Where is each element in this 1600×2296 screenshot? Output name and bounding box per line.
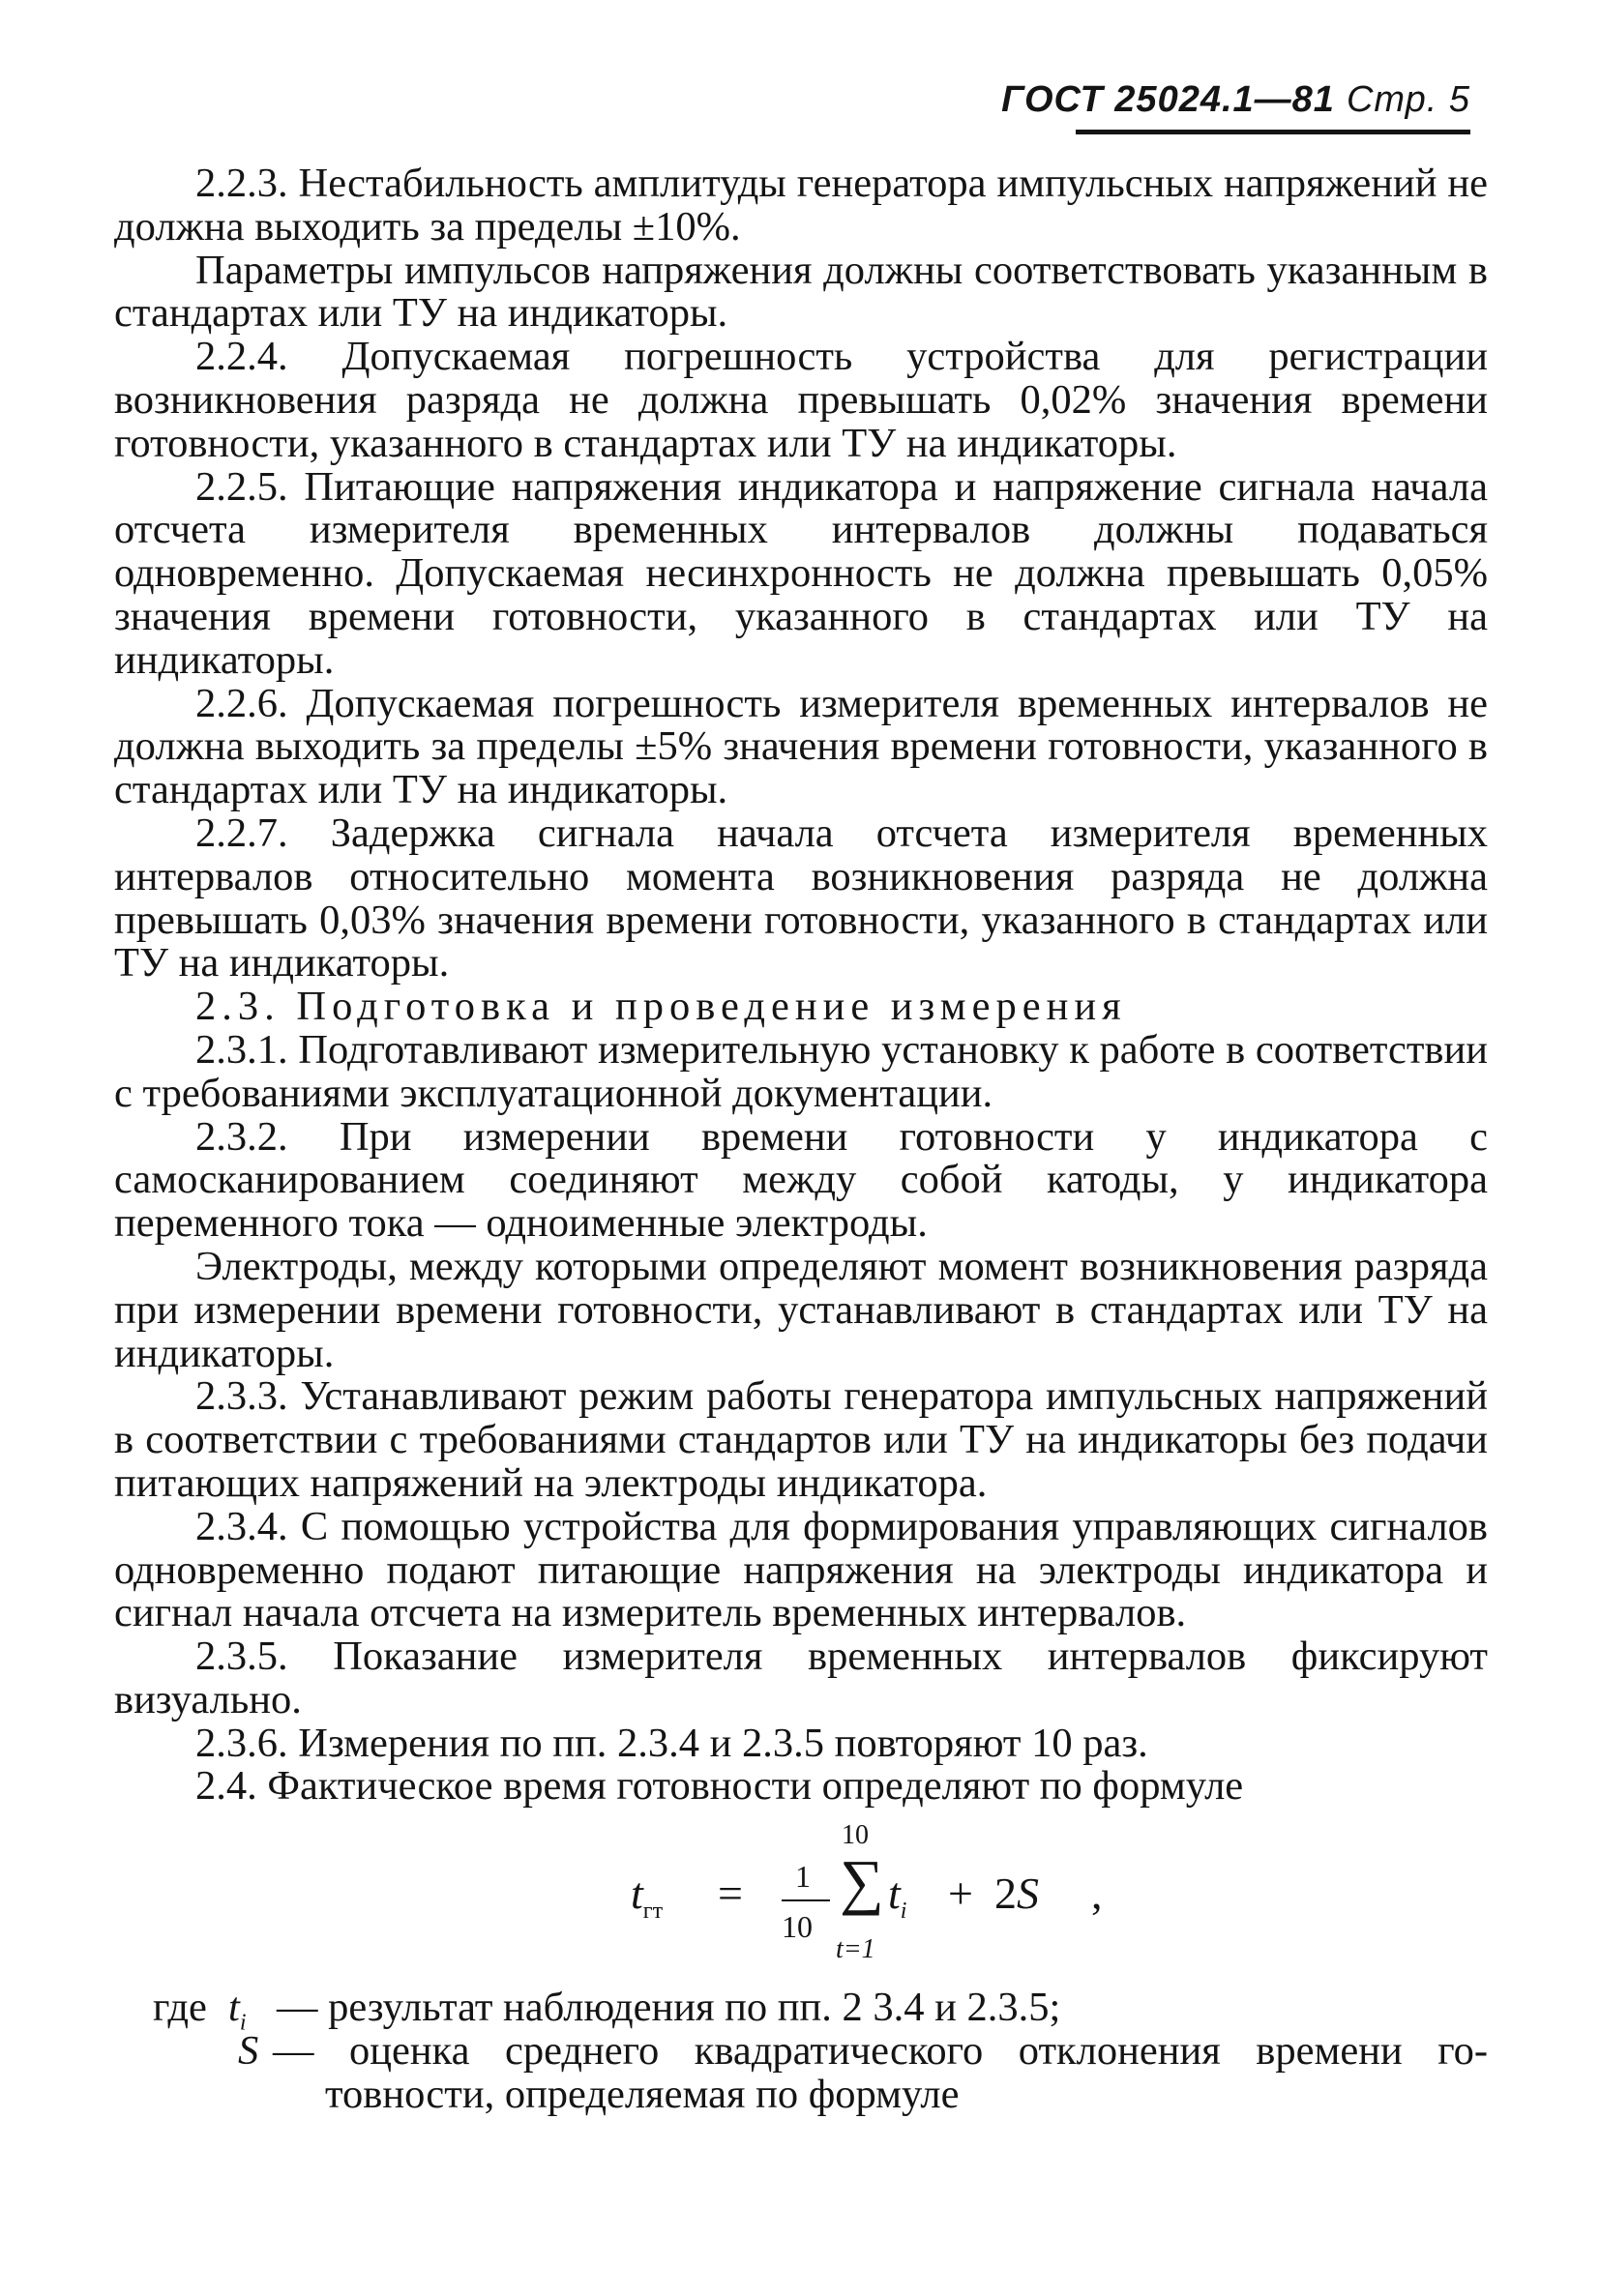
- paragraph-2-2-3b: Параметры импульсов напряжения должны соответствовать указанным в стандартах или ТУ на индикаторы.: [114, 247, 1488, 337]
- legend-lead-word: где: [153, 1985, 207, 2031]
- section-heading-2-3: 2.3. Подготовка и проведение измерения: [195, 984, 1127, 1030]
- formula-two-s: [994, 1869, 1039, 1919]
- paragraph-2-2-6: 2.2.6. Допускаемая погрешность измерителя временных интервалов не должна выходить за пределы ±5% значения времени готовности, указанного в стандартах или ТУ на индикаторы.: [114, 680, 1488, 813]
- formula-lhs-symbol: t: [631, 1869, 643, 1919]
- legend-s-description-line2: товности, определяемая по формуле: [325, 2071, 960, 2117]
- legend-s-symbol: S: [238, 2028, 259, 2075]
- formula-sum-symbol: ∑: [840, 1847, 884, 1917]
- document-id: ГОСТ 25024.1—81: [1001, 79, 1335, 120]
- paragraph-2-3-6: 2.3.6. Измерения по пп. 2.3.4 и 2.3.5 повторяют 10 раз.: [195, 1720, 1148, 1766]
- formula-sum-upper-limit: 10: [842, 1820, 869, 1851]
- formula-lhs-subscript: гт: [642, 1899, 664, 1925]
- paragraph-2-2-5: 2.2.5. Питающие напряжения индикатора и напряжение сигнала начала отсчета измерителя временных интервалов должны подаваться одновременно. Допускаемая несинхронность не должна превышать 0,05% значения времени готовности, указанного в стандартах или ТУ на индикаторы.: [114, 463, 1488, 683]
- paragraph-2-3-2a: 2.3.2. При измерении времени готовности у индикатора с самосканированием соединяют между собой катоды, у индикатора переменного тока — одноименные электроды.: [114, 1113, 1488, 1247]
- formula-term-subscript: i: [900, 1899, 907, 1925]
- paragraph-2-4: 2.4. Фактическое время готовности определяют по формуле: [195, 1763, 1244, 1810]
- legend-row-ti: [114, 1985, 1488, 2036]
- paragraph-2-3-1: 2.3.1. Подготавливают измерительную установку к работе в соответствии с требованиями эксплуатационной документации.: [114, 1026, 1488, 1116]
- page-header: [1001, 79, 1470, 121]
- formula-equals: =: [718, 1869, 743, 1919]
- legend-t-subscript: i: [239, 2010, 247, 2036]
- formula-fraction-numerator: 1: [795, 1859, 811, 1895]
- legend-t-letter: t: [228, 1985, 240, 2031]
- formula-fraction-denominator: 10: [782, 1909, 813, 1945]
- formula-plus: +: [948, 1869, 973, 1919]
- formula-legend: [114, 1987, 1488, 2116]
- legend-s-description-line1: — оценка среднего квадратического отклонения времени го-: [273, 2028, 1488, 2075]
- formula-sum-lower-limit: t=1: [836, 1934, 875, 1965]
- formula-fraction-bar: [782, 1899, 830, 1901]
- legend-ti-description: — результат наблюдения по пп. 2 3.4 и 2.3.5;: [277, 1985, 1061, 2031]
- header-rule: [1076, 130, 1470, 134]
- paragraph-2-2-7: 2.2.7. Задержка сигнала начала отсчета измерителя временных интервалов относительно момента возникновения разряда не должна превышать 0,03% значения времени готовности, указанного в стандартах или ТУ на индикаторы.: [114, 809, 1488, 986]
- document-body: [114, 162, 1488, 2117]
- formula-term-symbol: t: [888, 1869, 901, 1919]
- formula-lhs: [631, 1869, 664, 1933]
- paragraph-2-3-2b: Электроды, между которыми определяют момент возникновения разряда при измерении времени готовности, устанавливают в стандартах или ТУ на индикаторы.: [114, 1243, 1488, 1376]
- formula-s-symbol: S: [1017, 1869, 1039, 1919]
- paragraph-2-2-3a: 2.2.3. Нестабильность амплитуды генератора импульсных напряжений не должна выходить за пределы ±10%.: [114, 161, 1488, 250]
- legend-row-s-cont: [114, 2071, 1488, 2117]
- formula-term: [888, 1869, 907, 1933]
- paragraph-2-3-4: 2.3.4. С помощью устройства для формирования управляющих сигналов одновременно подают питающие напряжения на электроды индикатора и сигнал начала отсчета на измеритель временных интервалов.: [114, 1503, 1488, 1636]
- paragraph-2-3-3: 2.3.3. Устанавливают режим работы генератора импульсных напряжений в соответствии с требованиями стандартов или ТУ на индикаторы без подачи питающих напряжений на электроды индикатора.: [114, 1373, 1488, 1506]
- formula-two: 2: [994, 1869, 1017, 1919]
- paragraph-2-3-5: 2.3.5. Показание измерителя временных интервалов фиксируют визуально.: [114, 1634, 1488, 1722]
- legend-row-s: [114, 2030, 1488, 2074]
- page-number: Стр. 5: [1346, 79, 1470, 120]
- formula-comma: ,: [1091, 1869, 1103, 1919]
- readiness-time-formula: [114, 1814, 1488, 1979]
- paragraph-2-2-4: 2.2.4. Допускаемая погрешность устройства для регистрации возникновения разряда не должна превышать 0,02% значения времени готовности, указанного в стандартах или ТУ на индикаторы.: [114, 334, 1488, 466]
